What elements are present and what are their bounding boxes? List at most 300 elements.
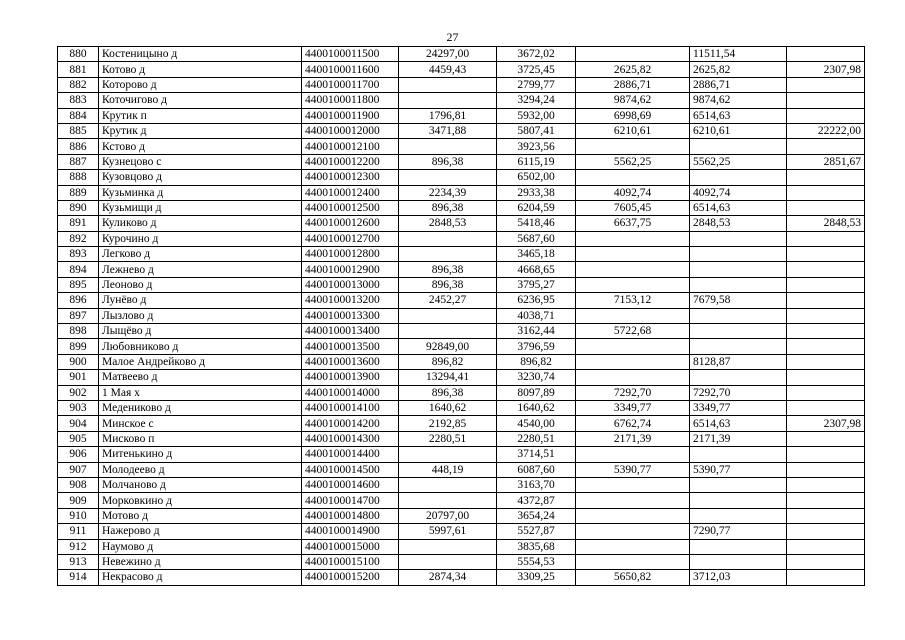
- row-number-cell: 892: [58, 231, 99, 246]
- value-cell: 7292,70: [690, 385, 787, 400]
- value-cell: 5562,25: [576, 154, 690, 169]
- value-cell: [690, 539, 787, 554]
- value-cell: 2234,39: [399, 185, 497, 200]
- oktmo-code-cell: 4400100013500: [302, 339, 399, 354]
- value-cell: [787, 400, 865, 415]
- table-body: [58, 47, 865, 586]
- settlement-name-cell: Кстово д: [99, 139, 302, 154]
- value-cell: 3796,59: [497, 339, 576, 354]
- value-cell: 2307,98: [787, 416, 865, 431]
- table-row: [58, 77, 865, 92]
- value-cell: 5390,77: [576, 462, 690, 477]
- value-cell: 2848,53: [787, 216, 865, 231]
- oktmo-code-cell: 4400100012300: [302, 170, 399, 185]
- value-cell: [576, 508, 690, 523]
- value-cell: 5390,77: [690, 462, 787, 477]
- oktmo-code-cell: 4400100012800: [302, 247, 399, 262]
- table-row: [58, 123, 865, 138]
- row-number-cell: 902: [58, 385, 99, 400]
- oktmo-code-cell: 4400100012400: [302, 185, 399, 200]
- table-row: [58, 339, 865, 354]
- settlement-name-cell: Медениково д: [99, 400, 302, 415]
- table-row: [58, 170, 865, 185]
- settlement-name-cell: Кузьмищи д: [99, 200, 302, 215]
- value-cell: 2886,71: [690, 77, 787, 92]
- table-row: [58, 139, 865, 154]
- table-row: [58, 185, 865, 200]
- value-cell: 4459,43: [399, 62, 497, 77]
- value-cell: 896,38: [399, 385, 497, 400]
- row-number-cell: 912: [58, 539, 99, 554]
- value-cell: 4372,87: [497, 493, 576, 508]
- value-cell: 6210,61: [576, 123, 690, 138]
- row-number-cell: 898: [58, 324, 99, 339]
- value-cell: [787, 77, 865, 92]
- oktmo-code-cell: 4400100012200: [302, 154, 399, 169]
- oktmo-code-cell: 4400100011800: [302, 93, 399, 108]
- value-cell: [576, 354, 690, 369]
- value-cell: [787, 231, 865, 246]
- row-number-cell: 887: [58, 154, 99, 169]
- oktmo-code-cell: 4400100015100: [302, 554, 399, 569]
- row-number-cell: 896: [58, 293, 99, 308]
- value-cell: [787, 447, 865, 462]
- settlement-name-cell: Малое Андрейково д: [99, 354, 302, 369]
- row-number-cell: 900: [58, 354, 99, 369]
- value-cell: 3725,45: [497, 62, 576, 77]
- oktmo-code-cell: 4400100014000: [302, 385, 399, 400]
- value-cell: 6502,00: [497, 170, 576, 185]
- value-cell: 6210,61: [690, 123, 787, 138]
- value-cell: [576, 277, 690, 292]
- value-cell: 6115,19: [497, 154, 576, 169]
- row-number-cell: 885: [58, 123, 99, 138]
- value-cell: [399, 77, 497, 92]
- oktmo-code-cell: 4400100012100: [302, 139, 399, 154]
- value-cell: 8128,87: [690, 354, 787, 369]
- value-cell: [576, 139, 690, 154]
- table-row: [58, 93, 865, 108]
- value-cell: [576, 47, 690, 62]
- settlement-name-cell: Куликово д: [99, 216, 302, 231]
- table-row: [58, 154, 865, 169]
- row-number-cell: 884: [58, 108, 99, 123]
- value-cell: [399, 447, 497, 462]
- value-cell: 2171,39: [576, 431, 690, 446]
- value-cell: 4038,71: [497, 308, 576, 323]
- settlement-name-cell: Легково д: [99, 247, 302, 262]
- oktmo-code-cell: 4400100013000: [302, 277, 399, 292]
- table-row: [58, 262, 865, 277]
- value-cell: [787, 370, 865, 385]
- value-cell: 2280,51: [497, 431, 576, 446]
- table-row: [58, 462, 865, 477]
- value-cell: [690, 139, 787, 154]
- settlement-name-cell: Котово д: [99, 62, 302, 77]
- value-cell: [787, 108, 865, 123]
- value-cell: [787, 539, 865, 554]
- table-row: [58, 385, 865, 400]
- settlement-name-cell: Курочино д: [99, 231, 302, 246]
- value-cell: 2848,53: [399, 216, 497, 231]
- value-cell: 7153,12: [576, 293, 690, 308]
- table-row: [58, 308, 865, 323]
- settlement-name-cell: Костеницыно д: [99, 47, 302, 62]
- oktmo-code-cell: 4400100014900: [302, 524, 399, 539]
- oktmo-code-cell: 4400100011600: [302, 62, 399, 77]
- value-cell: [690, 477, 787, 492]
- table-row: [58, 354, 865, 369]
- settlement-name-cell: Невежино д: [99, 554, 302, 569]
- value-cell: [690, 447, 787, 462]
- value-cell: 1796,81: [399, 108, 497, 123]
- settlement-name-cell: Лыщёво д: [99, 324, 302, 339]
- value-cell: [399, 539, 497, 554]
- value-cell: 2933,38: [497, 185, 576, 200]
- value-cell: [576, 308, 690, 323]
- settlement-name-cell: Крутик п: [99, 108, 302, 123]
- value-cell: [787, 93, 865, 108]
- value-cell: [690, 370, 787, 385]
- table-row: [58, 554, 865, 569]
- value-cell: 3294,24: [497, 93, 576, 108]
- row-number-cell: 913: [58, 554, 99, 569]
- value-cell: 3230,74: [497, 370, 576, 385]
- oktmo-code-cell: 4400100012600: [302, 216, 399, 231]
- value-cell: 9874,62: [576, 93, 690, 108]
- value-cell: [690, 262, 787, 277]
- value-cell: 8097,89: [497, 385, 576, 400]
- value-cell: 7290,77: [690, 524, 787, 539]
- settlement-name-cell: Кузнецово с: [99, 154, 302, 169]
- value-cell: 2874,34: [399, 570, 497, 585]
- value-cell: [690, 554, 787, 569]
- value-cell: 6514,63: [690, 108, 787, 123]
- value-cell: 5997,61: [399, 524, 497, 539]
- value-cell: 896,82: [399, 354, 497, 369]
- table-row: [58, 47, 865, 62]
- value-cell: 2851,67: [787, 154, 865, 169]
- value-cell: 3712,03: [690, 570, 787, 585]
- value-cell: [787, 431, 865, 446]
- value-cell: 2307,98: [787, 62, 865, 77]
- value-cell: 6236,95: [497, 293, 576, 308]
- value-cell: 6087,60: [497, 462, 576, 477]
- oktmo-code-cell: 4400100013600: [302, 354, 399, 369]
- value-cell: 2452,27: [399, 293, 497, 308]
- value-cell: 22222,00: [787, 123, 865, 138]
- value-cell: 4092,74: [690, 185, 787, 200]
- settlements-table: [57, 46, 865, 586]
- oktmo-code-cell: 4400100011500: [302, 47, 399, 62]
- row-number-cell: 897: [58, 308, 99, 323]
- settlement-name-cell: 1 Мая х: [99, 385, 302, 400]
- table-row: [58, 508, 865, 523]
- settlement-name-cell: Которово д: [99, 77, 302, 92]
- value-cell: [787, 339, 865, 354]
- value-cell: 448,19: [399, 462, 497, 477]
- table-row: [58, 431, 865, 446]
- value-cell: [399, 139, 497, 154]
- value-cell: 7679,58: [690, 293, 787, 308]
- value-cell: [399, 231, 497, 246]
- value-cell: [690, 277, 787, 292]
- settlement-name-cell: Молчаново д: [99, 477, 302, 492]
- value-cell: [690, 231, 787, 246]
- table-row: [58, 524, 865, 539]
- settlement-name-cell: Некрасово д: [99, 570, 302, 585]
- value-cell: 3465,18: [497, 247, 576, 262]
- value-cell: 7605,45: [576, 200, 690, 215]
- table-row: [58, 293, 865, 308]
- table-row: [58, 570, 865, 585]
- value-cell: 896,82: [497, 354, 576, 369]
- row-number-cell: 907: [58, 462, 99, 477]
- value-cell: [690, 247, 787, 262]
- value-cell: [576, 262, 690, 277]
- value-cell: 1640,62: [497, 400, 576, 415]
- table-row: [58, 447, 865, 462]
- value-cell: 5932,00: [497, 108, 576, 123]
- table-row: [58, 400, 865, 415]
- value-cell: [576, 339, 690, 354]
- oktmo-code-cell: 4400100014700: [302, 493, 399, 508]
- settlement-name-cell: Леоново д: [99, 277, 302, 292]
- row-number-cell: 901: [58, 370, 99, 385]
- value-cell: [787, 462, 865, 477]
- value-cell: [399, 493, 497, 508]
- settlement-name-cell: Крутик д: [99, 123, 302, 138]
- value-cell: 3349,77: [690, 400, 787, 415]
- value-cell: 92849,00: [399, 339, 497, 354]
- value-cell: [576, 554, 690, 569]
- oktmo-code-cell: 4400100014300: [302, 431, 399, 446]
- value-cell: 4540,00: [497, 416, 576, 431]
- value-cell: [690, 508, 787, 523]
- value-cell: 3471,88: [399, 123, 497, 138]
- value-cell: [787, 247, 865, 262]
- table-row: [58, 493, 865, 508]
- value-cell: [399, 170, 497, 185]
- table-row: [58, 200, 865, 215]
- value-cell: 3309,25: [497, 570, 576, 585]
- settlement-name-cell: Морковкино д: [99, 493, 302, 508]
- oktmo-code-cell: 4400100011700: [302, 77, 399, 92]
- row-number-cell: 894: [58, 262, 99, 277]
- row-number-cell: 895: [58, 277, 99, 292]
- row-number-cell: 890: [58, 200, 99, 215]
- value-cell: [576, 170, 690, 185]
- value-cell: 6204,59: [497, 200, 576, 215]
- settlement-name-cell: Нажерово д: [99, 524, 302, 539]
- row-number-cell: 908: [58, 477, 99, 492]
- settlement-name-cell: Лунёво д: [99, 293, 302, 308]
- value-cell: [787, 385, 865, 400]
- value-cell: 3672,02: [497, 47, 576, 62]
- value-cell: [576, 477, 690, 492]
- value-cell: 6514,63: [690, 416, 787, 431]
- value-cell: 2171,39: [690, 431, 787, 446]
- value-cell: [690, 493, 787, 508]
- settlement-name-cell: Молодеево д: [99, 462, 302, 477]
- value-cell: [787, 139, 865, 154]
- oktmo-code-cell: 4400100015200: [302, 570, 399, 585]
- value-cell: 6762,74: [576, 416, 690, 431]
- oktmo-code-cell: 4400100015000: [302, 539, 399, 554]
- value-cell: [399, 247, 497, 262]
- value-cell: [787, 354, 865, 369]
- table-row: [58, 370, 865, 385]
- row-number-cell: 889: [58, 185, 99, 200]
- value-cell: 20797,00: [399, 508, 497, 523]
- settlement-name-cell: Митенькино д: [99, 447, 302, 462]
- table-row: [58, 108, 865, 123]
- value-cell: 3835,68: [497, 539, 576, 554]
- value-cell: 4668,65: [497, 262, 576, 277]
- value-cell: 3714,51: [497, 447, 576, 462]
- value-cell: 2848,53: [690, 216, 787, 231]
- value-cell: 4092,74: [576, 185, 690, 200]
- oktmo-code-cell: 4400100012500: [302, 200, 399, 215]
- row-number-cell: 905: [58, 431, 99, 446]
- oktmo-code-cell: 4400100014200: [302, 416, 399, 431]
- value-cell: [787, 170, 865, 185]
- value-cell: [399, 308, 497, 323]
- oktmo-code-cell: 4400100011900: [302, 108, 399, 123]
- settlement-name-cell: Мисково п: [99, 431, 302, 446]
- value-cell: 6514,63: [690, 200, 787, 215]
- row-number-cell: 882: [58, 77, 99, 92]
- value-cell: [787, 477, 865, 492]
- value-cell: [787, 570, 865, 585]
- value-cell: [787, 293, 865, 308]
- oktmo-code-cell: 4400100014600: [302, 477, 399, 492]
- table-row: [58, 324, 865, 339]
- value-cell: 2280,51: [399, 431, 497, 446]
- value-cell: [576, 247, 690, 262]
- value-cell: [787, 554, 865, 569]
- row-number-cell: 909: [58, 493, 99, 508]
- oktmo-code-cell: 4400100012900: [302, 262, 399, 277]
- value-cell: 6998,69: [576, 108, 690, 123]
- value-cell: 2625,82: [690, 62, 787, 77]
- oktmo-code-cell: 4400100013200: [302, 293, 399, 308]
- oktmo-code-cell: 4400100014800: [302, 508, 399, 523]
- settlement-name-cell: Лежнево д: [99, 262, 302, 277]
- value-cell: [399, 324, 497, 339]
- value-cell: 3654,24: [497, 508, 576, 523]
- table-row: [58, 477, 865, 492]
- row-number-cell: 904: [58, 416, 99, 431]
- table-row: [58, 539, 865, 554]
- settlement-name-cell: Кузьминка д: [99, 185, 302, 200]
- oktmo-code-cell: 4400100014100: [302, 400, 399, 415]
- value-cell: 3923,56: [497, 139, 576, 154]
- settlement-name-cell: Минское с: [99, 416, 302, 431]
- oktmo-code-cell: 4400100014500: [302, 462, 399, 477]
- table-row: [58, 247, 865, 262]
- value-cell: [787, 508, 865, 523]
- value-cell: 24297,00: [399, 47, 497, 62]
- value-cell: [787, 47, 865, 62]
- settlement-name-cell: Коточигово д: [99, 93, 302, 108]
- value-cell: [787, 185, 865, 200]
- value-cell: 5807,41: [497, 123, 576, 138]
- value-cell: 5527,87: [497, 524, 576, 539]
- value-cell: [787, 200, 865, 215]
- value-cell: [690, 324, 787, 339]
- row-number-cell: 891: [58, 216, 99, 231]
- table-row: [58, 416, 865, 431]
- row-number-cell: 881: [58, 62, 99, 77]
- value-cell: 6637,75: [576, 216, 690, 231]
- value-cell: [690, 308, 787, 323]
- table-row: [58, 277, 865, 292]
- value-cell: 5687,60: [497, 231, 576, 246]
- row-number-cell: 893: [58, 247, 99, 262]
- row-number-cell: 903: [58, 400, 99, 415]
- value-cell: [399, 477, 497, 492]
- value-cell: [399, 93, 497, 108]
- value-cell: [576, 370, 690, 385]
- value-cell: 2625,82: [576, 62, 690, 77]
- settlement-name-cell: Кузовцово д: [99, 170, 302, 185]
- value-cell: [787, 277, 865, 292]
- value-cell: [787, 493, 865, 508]
- value-cell: [399, 554, 497, 569]
- row-number-cell: 914: [58, 570, 99, 585]
- value-cell: 7292,70: [576, 385, 690, 400]
- value-cell: 5650,82: [576, 570, 690, 585]
- value-cell: 2886,71: [576, 77, 690, 92]
- value-cell: 3795,27: [497, 277, 576, 292]
- value-cell: 3163,70: [497, 477, 576, 492]
- value-cell: 896,38: [399, 277, 497, 292]
- value-cell: [576, 231, 690, 246]
- table-row: [58, 231, 865, 246]
- oktmo-code-cell: 4400100012000: [302, 123, 399, 138]
- value-cell: 5554,53: [497, 554, 576, 569]
- value-cell: [690, 339, 787, 354]
- row-number-cell: 906: [58, 447, 99, 462]
- value-cell: [576, 539, 690, 554]
- row-number-cell: 886: [58, 139, 99, 154]
- value-cell: [787, 262, 865, 277]
- value-cell: 896,38: [399, 262, 497, 277]
- row-number-cell: 911: [58, 524, 99, 539]
- value-cell: 2799,77: [497, 77, 576, 92]
- row-number-cell: 880: [58, 47, 99, 62]
- row-number-cell: 888: [58, 170, 99, 185]
- value-cell: [576, 447, 690, 462]
- oktmo-code-cell: 4400100012700: [302, 231, 399, 246]
- row-number-cell: 910: [58, 508, 99, 523]
- row-number-cell: 883: [58, 93, 99, 108]
- value-cell: [787, 308, 865, 323]
- oktmo-code-cell: 4400100014400: [302, 447, 399, 462]
- oktmo-code-cell: 4400100013900: [302, 370, 399, 385]
- settlement-name-cell: Наумово д: [99, 539, 302, 554]
- value-cell: 896,38: [399, 200, 497, 215]
- value-cell: 9874,62: [690, 93, 787, 108]
- value-cell: 1640,62: [399, 400, 497, 415]
- oktmo-code-cell: 4400100013300: [302, 308, 399, 323]
- value-cell: 11511,54: [690, 47, 787, 62]
- settlement-name-cell: Любовниково д: [99, 339, 302, 354]
- value-cell: 3349,77: [576, 400, 690, 415]
- table-row: [58, 62, 865, 77]
- value-cell: [576, 524, 690, 539]
